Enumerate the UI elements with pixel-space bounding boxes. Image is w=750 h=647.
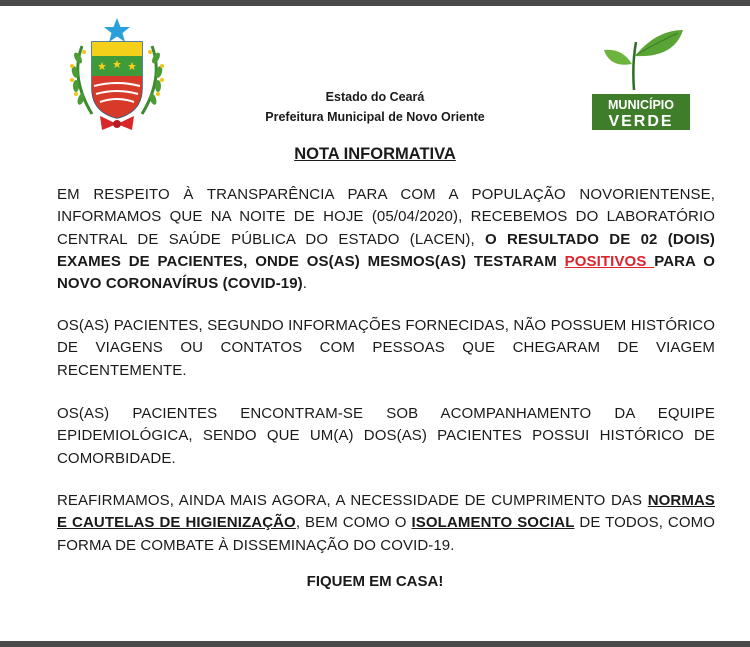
positive-highlight: POSITIVOS xyxy=(564,252,655,270)
document-title: NOTA INFORMATIVA xyxy=(294,145,456,163)
city-hall-name: Prefeitura Municipal de Novo Oriente xyxy=(265,110,485,124)
paragraph-1-intro: EM RESPEITO À TRANSPARÊNCIA PARA COM A POPULAÇÃO NOVORIENTENSE, INFORMAMOS QUE NA NOITE DE HOJE (05/04/2020), RECEBEMOS DO LABORATÓRIO CENTRAL DE SAÚDE PÚBLICA DO ESTADO (LACEN), xyxy=(57,186,715,248)
paragraph-1-result: O RESULTADO DE 02 (DOIS) EXAMES DE PACIENTES, ONDE OS(AS) MESMOS(AS) TESTARAM xyxy=(57,230,715,270)
social-isolation: ISOLAMENTO SOCIAL xyxy=(411,514,575,532)
state-name: Estado do Ceará xyxy=(325,90,425,104)
paragraph-1 xyxy=(57,184,715,295)
paragraph-4 xyxy=(57,490,715,557)
paragraph-3: OS(AS) PACIENTES ENCONTRAM-SE SOB ACOMPANHAMENTO DA EQUIPE EPIDEMIOLÓGICA, SENDO QUE UM(A) DOS(AS) PACIENTES POSSUI HISTÓRICO DE COMORBIDADE. xyxy=(57,405,715,467)
logo-line1: MUNICÍPIO xyxy=(608,98,674,112)
paragraph-4-end: DE TODOS, COMO FORMA DE COMBATE À DISSEMINAÇÃO DO COVID-19. xyxy=(57,514,715,554)
closing-message: FIQUEM EM CASA! xyxy=(306,573,444,590)
hygiene-norms: NORMAS E CAUTELAS DE HIGIENIZAÇÃO xyxy=(57,492,715,532)
top-border xyxy=(0,0,750,6)
paragraph-4-intro: REAFIRMAMOS, AINDA MAIS AGORA, A NECESSIDADE DE CUMPRIMENTO DAS xyxy=(57,492,648,509)
paragraph-1-end: . xyxy=(302,275,308,293)
paragraph-1-virus: PARA O NOVO CORONAVÍRUS (COVID-19) xyxy=(57,252,715,293)
paragraph-2: OS(AS) PACIENTES, SEGUNDO INFORMAÇÕES FORNECIDAS, NÃO POSSUEM HISTÓRICO DE VIAGENS OU CONTATOS COM PESSOAS QUE CHEGARAM DE VIAGEM RECENTEMENTE. xyxy=(57,317,715,379)
paragraph-4-mid: , BEM COMO O xyxy=(295,514,412,532)
bottom-border xyxy=(0,641,750,647)
logo-line2: VERDE xyxy=(608,113,674,130)
